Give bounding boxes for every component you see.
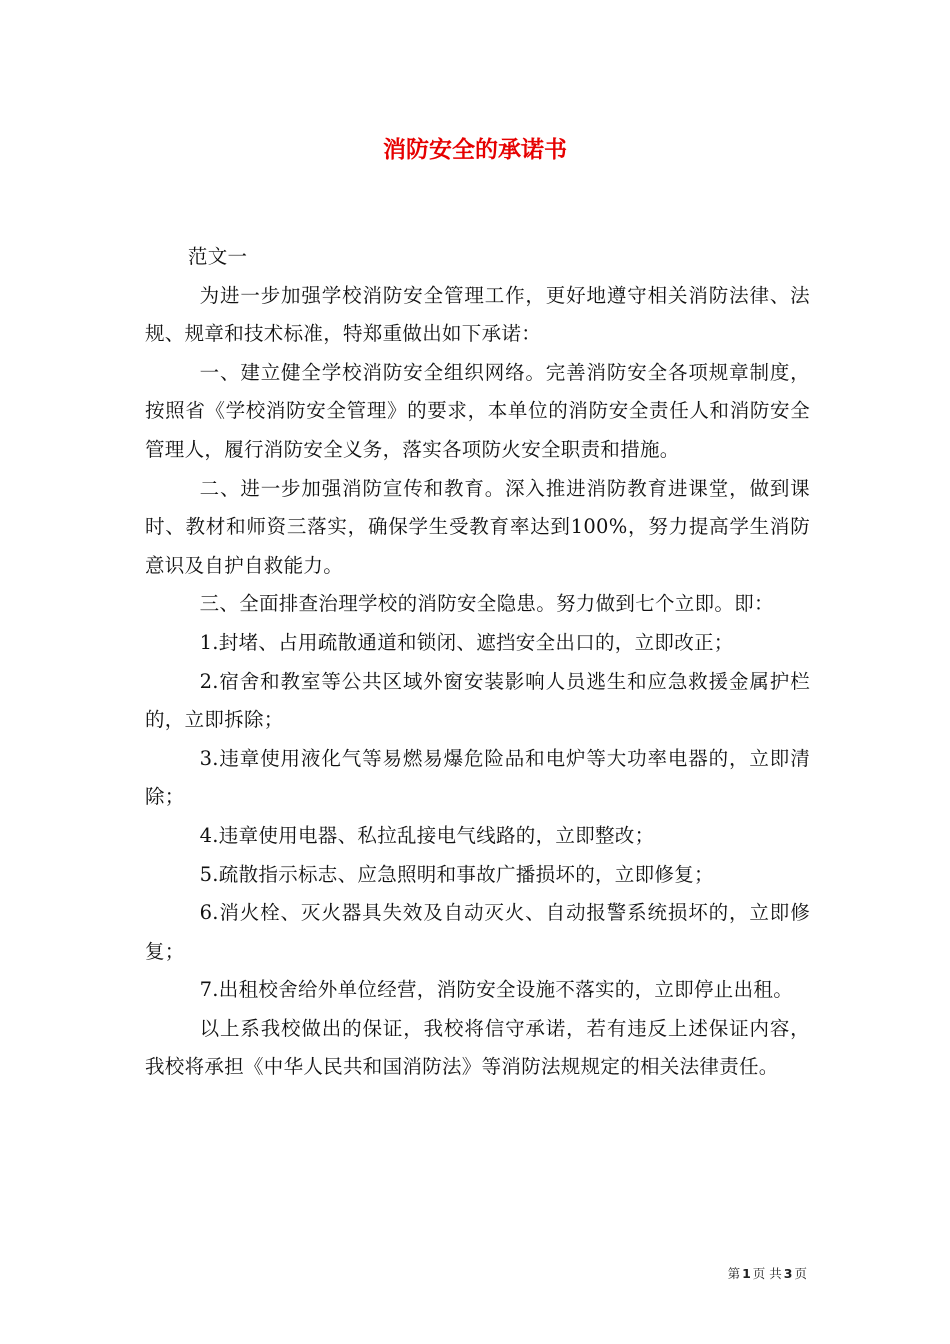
list-item: 1.封堵、占用疏散通道和锁闭、遮挡安全出口的，立即改正； (199, 630, 734, 654)
list-item: 2.宿舍和教室等公共区域外窗安装影响人员逃生和应急救援金属护栏的，立即拆除； (145, 669, 810, 732)
list-item: 6.消火栓、灭火器具失效及自动灭火、自动报警系统损坏的，立即修复； (145, 901, 810, 963)
paragraph-item-3: 三、全面排查治理学校的消防安全隐患。努力做到七个立即。即： (199, 592, 774, 616)
page-number-footer (728, 1266, 807, 1282)
list-item: 5.疏散指示标志、应急照明和事故广播损坏的，立即修复； (199, 862, 714, 886)
document-body (145, 238, 810, 1087)
footer-middle: 页 共 (752, 1266, 782, 1281)
paragraph-intro: 为进一步加强学校消防安全管理工作，更好地遵守相关消防法律、法规、规章和技术标准，特郑重做出如下承诺： (145, 283, 810, 346)
paragraph-conclusion: 以上系我校做出的保证，我校将信守承诺，若有违反上述保证内容，我校将承担《中华人民共和国消防法》等消防法规规定的相关法律责任。 (145, 1016, 810, 1079)
paragraph-item-1: 一、建立健全学校消防安全组织网络。完善消防安全各项规章制度，按照省《学校消防安全管理》的要求，本单位的消防安全责任人和消防安全管理人，履行消防安全义务，落实各项防火安全职责和措施。 (145, 360, 810, 461)
footer-prefix: 第 (727, 1266, 741, 1281)
paragraph-item-2: 二、进一步加强消防宣传和教育。深入推进消防教育进课堂，做到课时、教材和师资三落实，确保学生受教育率达到100%，努力提高学生消防意识及自护自救能力。 (145, 476, 810, 577)
paragraph-sample-label: 范文一 (187, 245, 248, 268)
footer-suffix: 页 (794, 1266, 807, 1281)
list-item: 4.违章使用电器、私拉乱接电气线路的，立即整改； (199, 823, 655, 847)
document-title: 消防安全的承诺书 (383, 137, 567, 163)
list-item: 3.违章使用液化气等易燃易爆危险品和电炉等大功率电器的，立即清除； (145, 746, 810, 809)
current-page-number: 1 (742, 1266, 751, 1281)
list-item: 7.出租校舍给外单位经营，消防安全设施不落实的，立即停止出租。 (199, 978, 793, 1002)
total-pages-number: 3 (783, 1266, 793, 1281)
